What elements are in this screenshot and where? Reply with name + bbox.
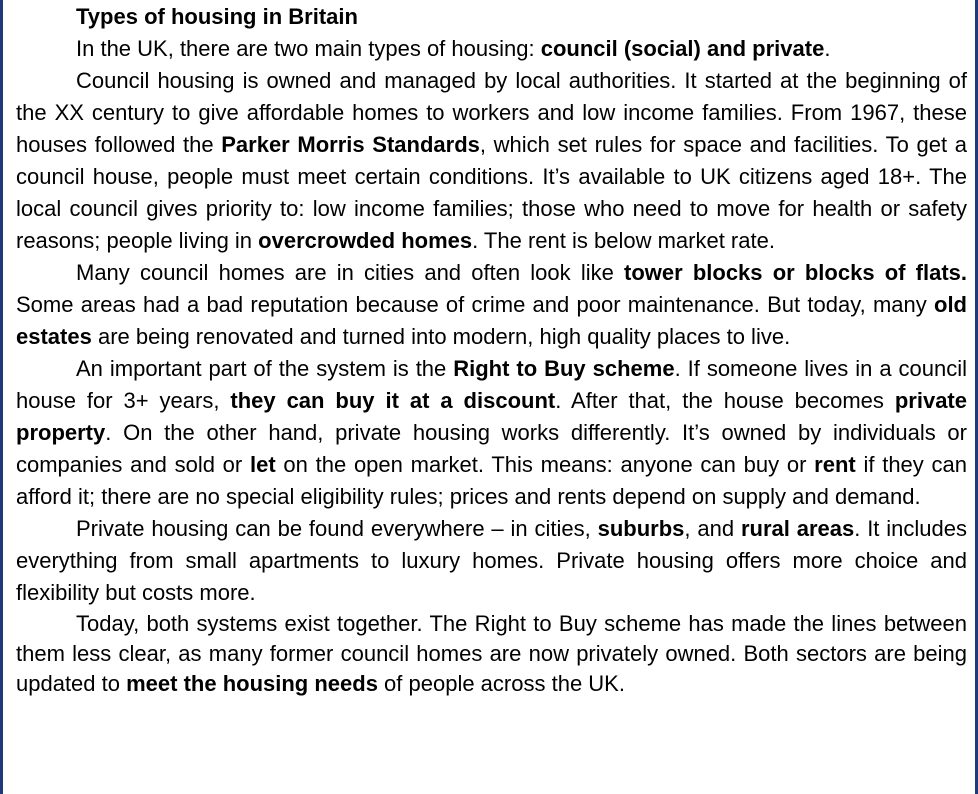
text-run: . It includes everything from small apartments to luxury homes. Private housing offers more choice and flexibility but costs more. bbox=[16, 516, 967, 605]
paragraph-private-housing bbox=[16, 513, 967, 609]
bold-term: rent bbox=[814, 452, 856, 477]
paragraph-intro bbox=[16, 33, 967, 65]
bold-term: Right to Buy scheme bbox=[453, 356, 675, 381]
bold-term: council (social) and private bbox=[540, 36, 825, 61]
text-run: are being renovated and turned into modern, high quality places to live. bbox=[91, 324, 791, 349]
text-run: on the open market. This means: anyone can buy or bbox=[275, 452, 815, 477]
text-run: Council housing is owned and managed by local authorities. It started at the beginning of the XX century to give affordable homes to workers and low income families. From 1967, these houses followed the bbox=[16, 68, 967, 157]
bold-term: tower blocks or blocks of flats. bbox=[624, 260, 967, 285]
paragraph-council-homes-cities bbox=[16, 257, 967, 353]
bold-term: overcrowded homes bbox=[258, 228, 473, 253]
paragraph-conclusion bbox=[16, 609, 967, 699]
paragraph-council-housing bbox=[16, 65, 967, 257]
text-run: . If someone lives in a council house for 3+ years, bbox=[16, 356, 967, 413]
text-run: if they can afford it; there are no special eligibility rules; prices and rents depend on supply and demand. bbox=[16, 452, 967, 509]
text-run: Many council homes are in cities and often look like bbox=[76, 260, 624, 285]
bold-term: rural areas bbox=[740, 516, 855, 541]
text-run: Some areas had a bad reputation because of crime and poor maintenance. But today, many bbox=[16, 292, 934, 317]
bold-term: private property bbox=[16, 388, 967, 445]
text-run: of people across the UK. bbox=[377, 671, 625, 696]
bold-term: suburbs bbox=[597, 516, 685, 541]
page-title: Types of housing in Britain bbox=[76, 4, 358, 29]
text-run: In the UK, there are two main types of housing: bbox=[76, 36, 541, 61]
text-run: . On the other hand, private housing works differently. It’s owned by individuals or companies and sold or bbox=[16, 420, 967, 477]
bold-term: let bbox=[249, 452, 276, 477]
text-run: . bbox=[824, 36, 831, 61]
text-run: . After that, the house becomes bbox=[555, 388, 895, 413]
text-run: , which set rules for space and facilities. To get a council house, people must meet certain conditions. It’s available to UK citizens aged 18+. The local council gives priority to: low income families; those who need to move for health or safety reasons; people living in bbox=[16, 132, 968, 253]
bold-term: Parker Morris Standards bbox=[221, 132, 480, 157]
bold-term: meet the housing needs bbox=[126, 671, 378, 696]
text-run: . The rent is below market rate. bbox=[472, 228, 775, 253]
text-run: An important part of the system is the bbox=[76, 356, 454, 381]
text-run: Private housing can be found everywhere – in cities, bbox=[76, 516, 598, 541]
bold-term: old estates bbox=[16, 292, 967, 349]
document-body bbox=[16, 1, 967, 699]
text-run: Today, both systems exist together. The Right to Buy scheme has made the lines between them less clear, as many former council homes are now privately owned. Both sectors are being updated to bbox=[16, 611, 967, 696]
text-run: , and bbox=[684, 516, 741, 541]
paragraph-right-to-buy bbox=[16, 353, 967, 513]
bold-term: they can buy it at a discount bbox=[230, 388, 556, 413]
